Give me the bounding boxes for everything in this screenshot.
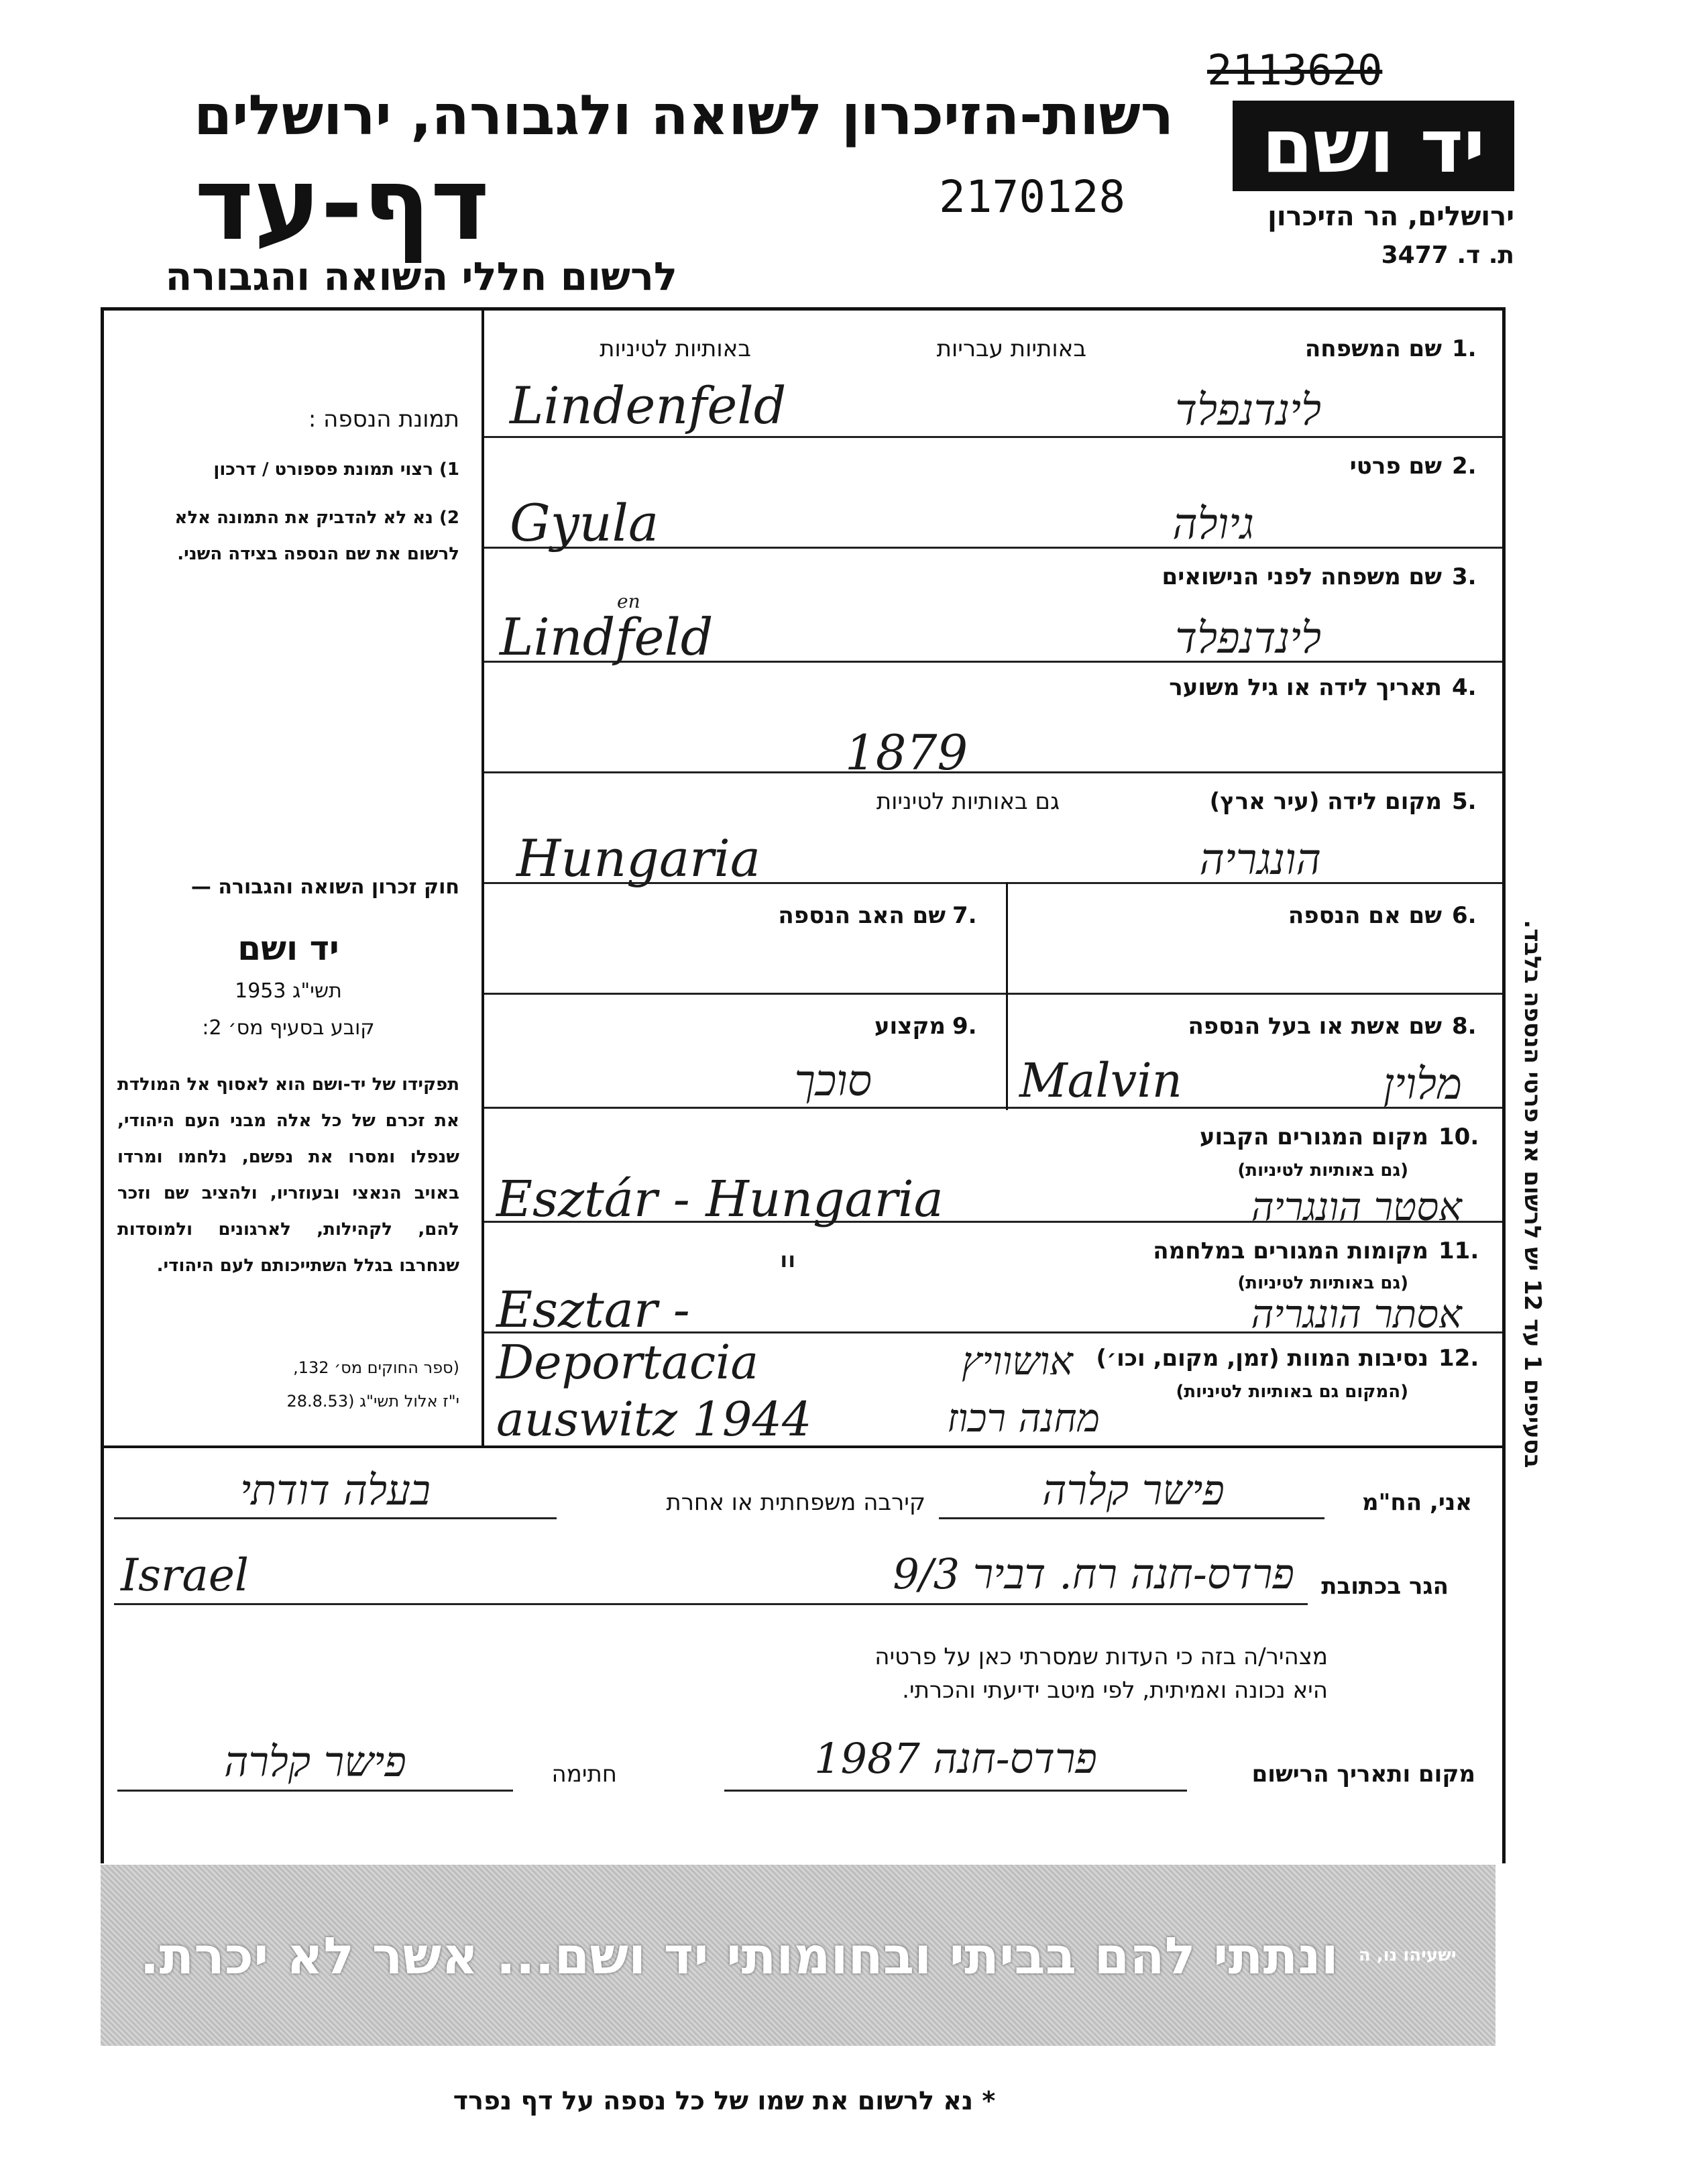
field-3-value-latin: Lindfeld (500, 607, 714, 667)
field-7-label: שם האב הנספה (778, 902, 946, 929)
form-title: דף-עד (194, 146, 490, 263)
field-8-value-hebrew: מלוין (1383, 1060, 1462, 1109)
field-4-label: תאריך לידה או גיל משוער (1169, 674, 1442, 701)
witness-address-value: פרדס-חנה רח. דביר 9/3 (893, 1549, 1294, 1598)
field-2-value-latin: Gyula (510, 493, 659, 553)
quote-banner (101, 1865, 1495, 2046)
field-9-label: מקצוע (874, 1013, 946, 1040)
field-11-value-latin: Esztar - (496, 1281, 690, 1339)
field-10-number: 10. (1438, 1124, 1479, 1150)
row-sep (484, 771, 1502, 773)
field-12-value-latin-2: auswitz 1944 (496, 1392, 812, 1447)
banner-quote: ונתתי להם בביתי ובחומותי יד ושם... אשר לא יכרת. (139, 1925, 1339, 1985)
field-10-label: מקום המגורים הקבוע (1199, 1124, 1428, 1150)
field-12-sublabel: (המקום גם באותיות לטיניות) (1176, 1382, 1408, 1402)
field-5-latin-hint: גם באותיות לטיניות (876, 788, 1060, 815)
banner-source: ישעיהו נו, ה (1358, 1945, 1457, 1965)
law-name: יד ושם (237, 929, 339, 968)
declaration-line-1: מצהיר/ה בזה כי העדות שמסרתי כאן על פרטיה (874, 1643, 1328, 1670)
law-year: תשי"ג 1953 (235, 979, 342, 1003)
row-sep (484, 436, 1502, 438)
field-1-value-hebrew: לינדנפלד (1175, 386, 1321, 435)
vertical-note-text: בסעיפים 1 עד 12 יש לרשום את פרטי הנספה בלבד. (1519, 920, 1546, 1468)
field-4-value: 1879 (845, 724, 968, 781)
witness-relation-line (114, 1517, 557, 1519)
frame-right (1502, 307, 1506, 1863)
vertical-note (1512, 698, 1552, 1704)
law-title: חוק זכרון השואה והגבורה — (190, 875, 459, 899)
photo-label: תמונת הנספה : (308, 406, 459, 433)
footer-note: * נא לרשום את שמו של כל נספה על דף נפרד (453, 2086, 996, 2116)
field-5-value-hebrew: הונגריה (1199, 835, 1321, 885)
form-number: 2170128 (939, 171, 1126, 223)
field-3-value-hebrew: לינדנפלד (1175, 614, 1321, 663)
place-date-label: מקום ותאריך הרישום (1251, 1761, 1475, 1788)
frame-top (101, 307, 1506, 311)
photo-note-1: 1) רצוי תמונת פספורט / דרכון (213, 459, 459, 480)
declaration-line-2: היא נכונה ואמיתית, לפי מיטב ידיעתי והכרתי. (902, 1677, 1328, 1704)
field-8-value-latin: Malvin (1019, 1053, 1182, 1108)
witness-name-value: פישר קלרה (1042, 1466, 1225, 1515)
field-10-sublabel: (גם באותיות לטיניות) (1237, 1160, 1408, 1181)
logo-address: ירושלים, הר הזיכרון (1267, 201, 1514, 232)
field-9-number: 9. (952, 1013, 977, 1040)
field-5-label: מקום לידה (עיר ארץ) (1209, 788, 1442, 815)
field-2-label: שם פרטי (1349, 453, 1442, 480)
field-4-number: 4. (1452, 674, 1477, 701)
field-8-number: 8. (1452, 1013, 1477, 1040)
signature-label: חתימה (551, 1761, 617, 1788)
field-9-value: סוכך (794, 1056, 872, 1106)
field-1-label: שם המשפחה (1304, 335, 1442, 362)
field-8-label: שם אשת או בעל הנספה (1188, 1013, 1442, 1040)
field-3-superscript: en (617, 590, 640, 612)
law-text: תפקידו של יד-ושם הוא לאסוף אל המולדת את זכרם של כל אלה מבני העם היהודי, שנפלו ומסרו את נפשם, נלחמו ומרדו באויב הנאצי ובעוזריו, ולהציב שם וזכר להם, לקהילות, לארגונים ולמוסדות שנחרבו בגלל השתייכותם לעם היהודי. (117, 1075, 459, 1276)
field-3-label: שם משפחה לפני הנישואים (1162, 563, 1442, 590)
field-11-ditto-mark: " (778, 1248, 798, 1297)
field-12-label: נסיבות המוות (זמן, מקום, וכו׳) (1096, 1345, 1428, 1372)
witness-relation-value: בעלה דודתי (240, 1466, 431, 1515)
crossed-form-number: 2113620 (1207, 46, 1383, 95)
field-10-value-hebrew: אסטר הונגריה (1251, 1184, 1462, 1230)
field-11-number: 11. (1438, 1238, 1479, 1264)
witness-address-line (114, 1603, 1308, 1605)
signature-line (117, 1790, 513, 1792)
field-12-value-hebrew-2: מחנה רכוז (947, 1395, 1100, 1441)
place-date-value: פרדס-חנה 1987 (814, 1734, 1097, 1783)
witness-address-country: Israel (121, 1549, 249, 1601)
field-1-hebrew-hint: באותיות עבריות (936, 335, 1086, 362)
form-subtitle: לרשום חללי השואה והגבורה (165, 254, 677, 299)
law-ref: (ספר החוקים מס׳ 132, (293, 1358, 459, 1377)
field-6-label: שם אם הנספה (1288, 902, 1442, 929)
photo-note-2: 2) נא לא להדביק את התמונה אלא לרשום את שם הנספה בצידה השני. (174, 508, 459, 564)
field-6-number: 6. (1452, 902, 1477, 929)
law-date: י"ז אלול תשי"ג (28.8.53 (286, 1392, 459, 1411)
field-1-number: 1. (1452, 335, 1477, 362)
org-title: רשות-הזיכרון לשואה ולגבורה, ירושלים (194, 84, 1174, 148)
witness-name-line (939, 1517, 1324, 1519)
field-12-number: 12. (1438, 1345, 1479, 1372)
field-11-label: מקומות המגורים במלחמה (1153, 1238, 1428, 1264)
sidebar-divider (482, 307, 484, 1448)
field-5-value-latin: Hungaria (516, 828, 761, 888)
place-date-line (724, 1790, 1187, 1792)
row-sep (484, 993, 1502, 995)
witness-address-label: הגר בכתובת (1321, 1573, 1449, 1600)
field-11-sublabel: (גם באותיות לטיניות) (1237, 1273, 1408, 1293)
field-5-number: 5. (1452, 788, 1477, 815)
field-12-value-latin-1: Deportacia (496, 1335, 759, 1390)
field-7-number: 7. (952, 902, 977, 929)
field-3-number: 3. (1452, 563, 1477, 590)
frame-left (101, 307, 104, 1863)
signature-value: פישר קלרה (224, 1737, 406, 1786)
yad-vashem-logo: יד ושם (1233, 101, 1514, 191)
field-10-value-latin: Esztár - Hungaria (496, 1170, 944, 1228)
field-11-value-hebrew: אסתר הונגריה (1251, 1291, 1462, 1337)
field-1-value-latin: Lindenfeld (510, 376, 787, 435)
col-sep (1006, 882, 1008, 1110)
field-2-value-hebrew: גיולה (1172, 500, 1254, 549)
witness-name-label: אני, הח"מ (1362, 1489, 1472, 1516)
field-1-latin-hint: באותיות לטיניות (600, 335, 751, 362)
logo-pobox: ת. ד. 3477 (1381, 241, 1514, 269)
witness-relation-label: קירבה משפחתית או אחרת (666, 1489, 925, 1516)
field-12-value-hebrew-1: אושוויץ (962, 1338, 1073, 1384)
field-2-number: 2. (1452, 453, 1477, 480)
law-clause: קובע בסעיף מס׳ 2: (202, 1016, 375, 1040)
